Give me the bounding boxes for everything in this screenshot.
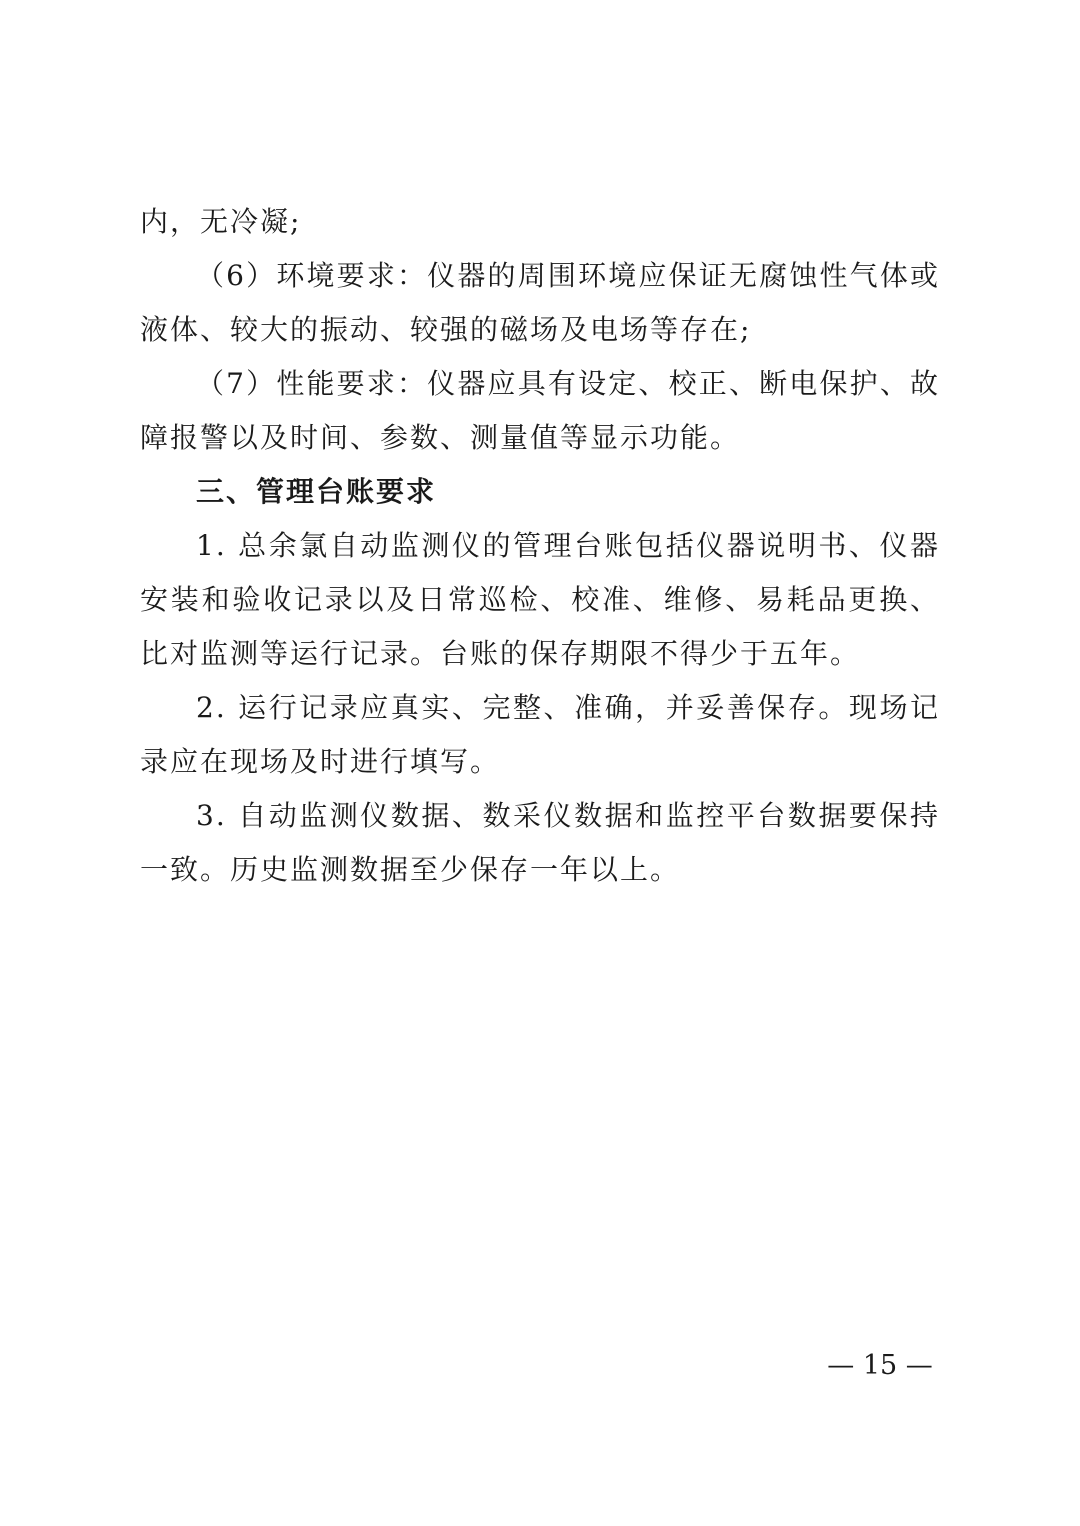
paragraph-ledger-item-1: 1. 总余氯自动监测仪的管理台账包括仪器说明书、仪器安装和验收记录以及日常巡检、校准、维修、易耗品更换、比对监测等运行记录。台账的保存期限不得少于五年。 bbox=[140, 529, 940, 670]
page-number: — 15 — bbox=[827, 1350, 933, 1381]
section-heading-ledger: 三、管理台账要求 bbox=[196, 475, 437, 508]
paragraph-continuation: 内，无冷凝; bbox=[140, 205, 302, 238]
document-body bbox=[140, 195, 940, 897]
paragraph-ledger-item-3: 3. 自动监测仪数据、数采仪数据和监控平台数据要保持一致。历史监测数据至少保存一年以上。 bbox=[140, 799, 940, 886]
paragraph-performance-requirement: （7）性能要求：仪器应具有设定、校正、断电保护、故障报警以及时间、参数、测量值等显示功能。 bbox=[140, 367, 940, 454]
paragraph-environment-requirement: （6）环境要求：仪器的周围环境应保证无腐蚀性气体或液体、较大的振动、较强的磁场及电场等存在; bbox=[140, 259, 940, 346]
paragraph-ledger-item-2: 2. 运行记录应真实、完整、准确，并妥善保存。现场记录应在现场及时进行填写。 bbox=[140, 691, 940, 778]
